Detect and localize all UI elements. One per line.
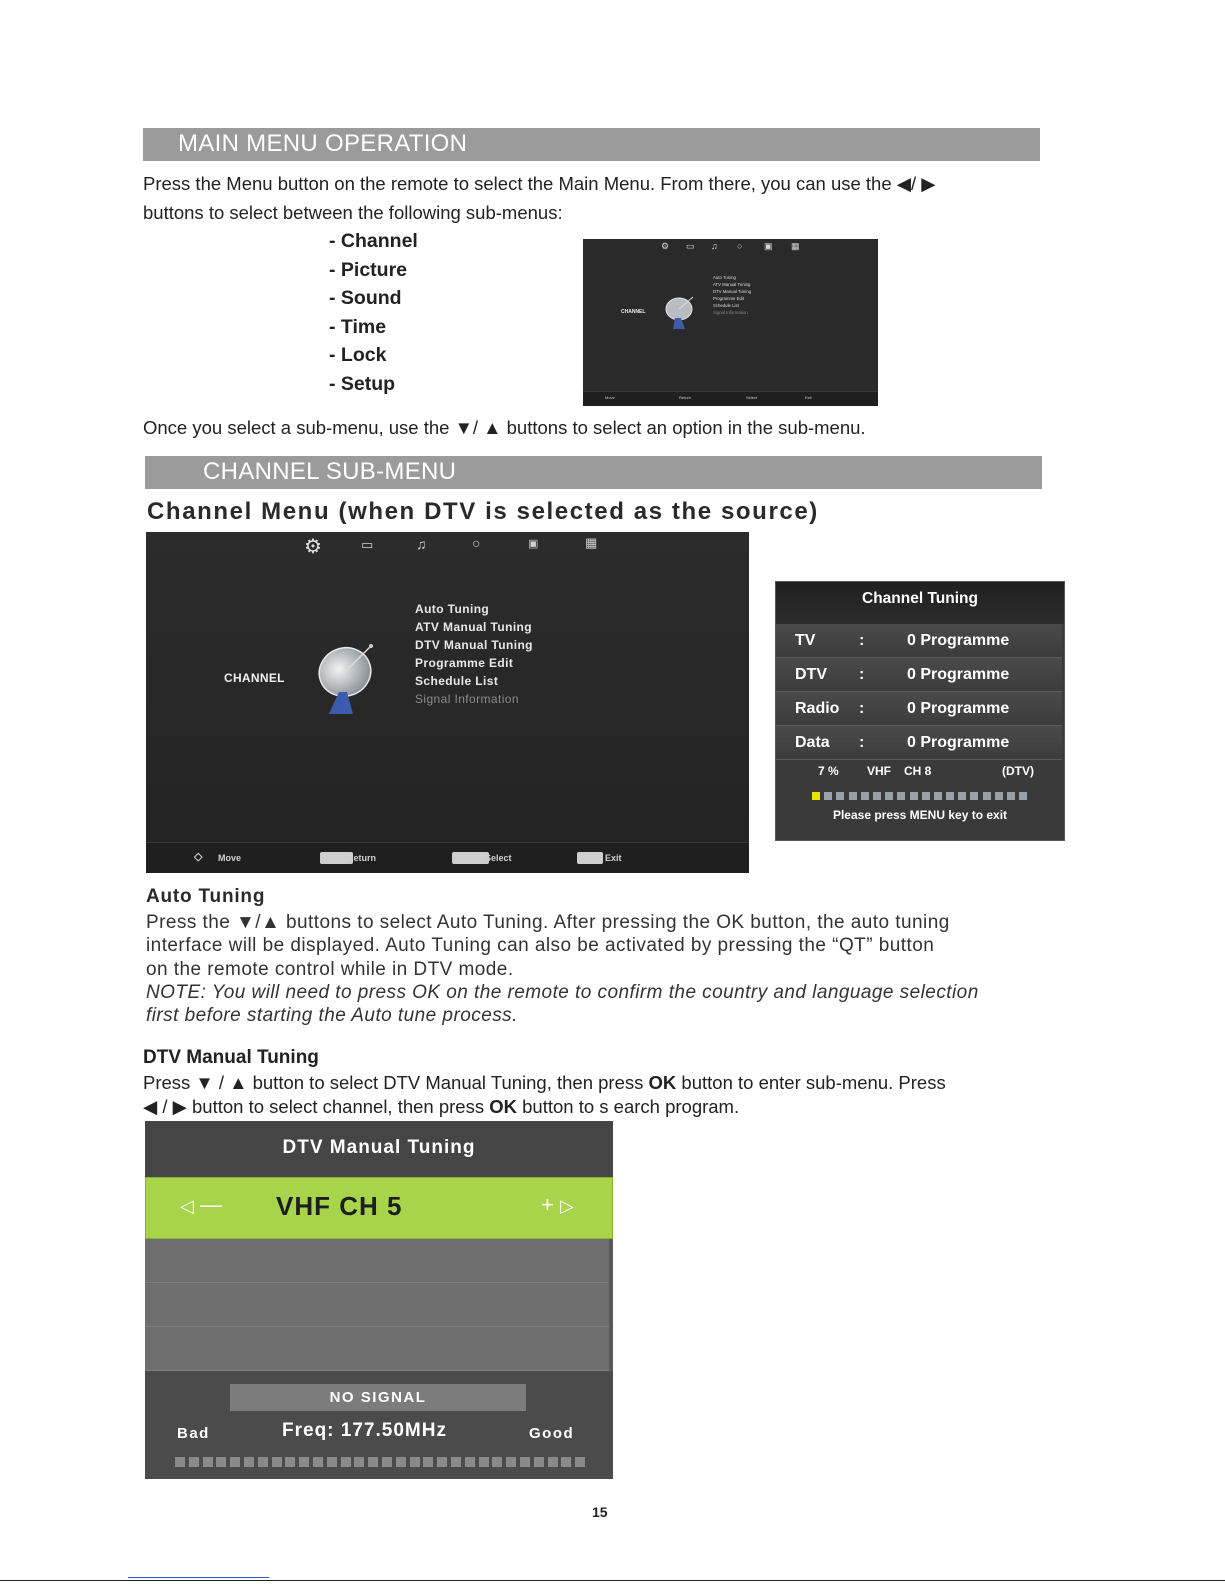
auto-tuning-body — [146, 911, 979, 1027]
thumbnail-category-label: CHANNEL — [621, 309, 646, 315]
channel-tuning-panel — [775, 581, 1065, 841]
submenu-item: - Sound — [329, 287, 402, 310]
progress-segment — [922, 792, 930, 800]
channel-selector-row[interactable] — [145, 1177, 613, 1239]
submenu-list — [329, 227, 418, 399]
progress-segment — [995, 792, 1003, 800]
text: button to s earch program. — [516, 1095, 740, 1117]
lock-icon: ▣ — [764, 241, 773, 251]
signal-segment — [272, 1457, 282, 1467]
ok-key-label: OK — [648, 1072, 677, 1093]
progress-segment — [958, 792, 966, 800]
auto-tuning-note: NOTE: You will need to press OK on the remote to confirm the country and language selection — [146, 981, 979, 1003]
tuning-status-line — [776, 760, 1064, 782]
signal-segment — [437, 1457, 447, 1467]
signal-segment — [216, 1457, 226, 1467]
frequency-readout: Freq: 177.50MHz — [282, 1420, 447, 1441]
progress-segment — [812, 792, 820, 800]
signal-segment — [396, 1457, 406, 1467]
signal-segment — [285, 1457, 295, 1467]
auto-tuning-line: interface will be displayed. Auto Tuning can also be activated by pressing the “QT” button — [146, 935, 935, 957]
auto-tuning-note: first before starting the Auto tune process. — [146, 1005, 518, 1027]
signal-segment — [341, 1457, 351, 1467]
music-note-icon: ♫ — [416, 536, 427, 552]
row-value: 0 Programme — [907, 734, 1010, 751]
signal-status-box: NO SIGNAL — [230, 1384, 526, 1411]
submenu-item: - Channel — [329, 230, 418, 252]
progress-segment — [910, 792, 918, 800]
section-title: CHANNEL SUB-MENU — [203, 458, 457, 485]
menu-item-atv-manual-tuning[interactable]: ATV Manual Tuning — [415, 620, 533, 634]
submenu-item: - Picture — [329, 258, 408, 281]
progress-segment — [824, 792, 832, 800]
signal-segment — [561, 1457, 571, 1467]
signal-segment — [506, 1457, 516, 1467]
thumbnail-item: Signal Information — [713, 310, 748, 315]
blank-row — [145, 1283, 609, 1327]
gear-icon: ⚙ — [304, 536, 322, 558]
dtv-manual-body — [143, 1071, 946, 1118]
signal-segment — [423, 1457, 433, 1467]
top-icon-bar — [146, 532, 749, 562]
gear-icon: ⚙ — [661, 241, 670, 251]
enter-key-icon: ENTER — [452, 852, 489, 864]
blank-row — [145, 1239, 609, 1283]
clock-icon: ○ — [472, 535, 481, 551]
signal-segment — [230, 1457, 240, 1467]
thumbnail-item: ATV Manual Tuning — [713, 282, 751, 287]
signal-segment — [382, 1457, 392, 1467]
thumbnail-footer-return: Return — [679, 395, 692, 400]
category-label: CHANNEL — [224, 671, 285, 685]
menu-item-programme-edit[interactable]: Programme Edit — [415, 656, 514, 670]
outro-line: Once you select a sub-menu, use the ▼/ ▲ buttons to select an option in the sub-menu. — [143, 417, 866, 438]
thumbnail-menu-items — [713, 274, 751, 316]
plus-icon: + — [541, 1192, 554, 1217]
tuning-row-data — [776, 726, 1062, 760]
tuning-band: VHF — [867, 764, 891, 778]
signal-segment — [299, 1457, 309, 1467]
grid-icon: ▦ — [585, 535, 598, 550]
menu-items — [415, 600, 533, 708]
menu-item-signal-information: Signal Information — [415, 692, 519, 706]
row-label: TV — [795, 632, 816, 649]
ok-key-label: OK — [489, 1095, 517, 1117]
clock-icon: ○ — [737, 241, 743, 251]
signal-segment — [548, 1457, 558, 1467]
row-value: 0 Programme — [907, 632, 1010, 649]
music-note-icon: ♫ — [711, 241, 718, 251]
page-number: 15 — [592, 1504, 608, 1520]
menu-footer — [146, 842, 749, 873]
channel-tuning-title: Channel Tuning — [776, 582, 1064, 624]
signal-segment — [258, 1457, 268, 1467]
signal-segment — [410, 1457, 420, 1467]
footer-select-label: Select — [485, 853, 512, 863]
menu-item-auto-tuning[interactable]: Auto Tuning — [415, 602, 490, 616]
thumbnail-item: DTV Manual Tuning — [713, 289, 751, 294]
signal-segment — [354, 1457, 364, 1467]
progress-segment — [861, 792, 869, 800]
bad-label: Bad — [177, 1425, 210, 1442]
lock-icon: ▣ — [528, 538, 539, 550]
thumbnail-item: Schedule List — [713, 303, 739, 308]
menu-item-dtv-manual-tuning[interactable]: DTV Manual Tuning — [415, 638, 533, 652]
footer-exit-label: Exit — [605, 853, 622, 863]
signal-segment — [327, 1457, 337, 1467]
auto-tuning-line: on the remote control while in DTV mode. — [146, 958, 514, 980]
signal-segment — [575, 1457, 585, 1467]
grid-icon: ▦ — [791, 241, 800, 251]
tuning-progress-bar — [812, 787, 1032, 797]
text: Press ▼ / ▲ button to select DTV Manual Tuning, then press — [143, 1072, 649, 1093]
dtv-manual-heading: DTV Manual Tuning — [143, 1047, 319, 1068]
blank-row — [145, 1327, 609, 1371]
thumbnail-footer-exit: Exit — [805, 395, 812, 400]
tuning-channel: CH 8 — [904, 764, 932, 778]
signal-segment — [189, 1457, 199, 1467]
progress-segment — [836, 792, 844, 800]
tuning-mode: (DTV) — [1002, 764, 1034, 778]
signal-segment — [368, 1457, 378, 1467]
intro-line-2: buttons to select between the following sub-menus: — [143, 202, 563, 223]
progress-segment — [885, 792, 893, 800]
submenu-item: - Time — [329, 315, 387, 338]
section-header-main-menu — [143, 128, 1040, 161]
row-label: Radio — [795, 700, 840, 717]
tuning-row-radio — [776, 692, 1062, 726]
row-value: 0 Programme — [907, 700, 1010, 717]
tuning-percent: 7 % — [818, 764, 839, 778]
tuning-row-tv — [776, 624, 1062, 658]
signal-strength-bar — [175, 1454, 585, 1464]
signal-segment — [492, 1457, 502, 1467]
menu-item-schedule-list[interactable]: Schedule List — [415, 674, 499, 688]
footer-link-underline — [128, 1577, 269, 1578]
progress-segment — [897, 792, 905, 800]
progress-segment — [849, 792, 857, 800]
monitor-icon: ▭ — [361, 537, 374, 552]
minus-icon: — — [200, 1192, 222, 1217]
exit-key-icon: EXIT — [577, 852, 603, 864]
submenu-item: - Lock — [329, 344, 387, 367]
progress-segment — [1007, 792, 1015, 800]
row-label: Data — [795, 734, 830, 751]
tuning-row-dtv — [776, 658, 1062, 692]
progress-segment — [983, 792, 991, 800]
footer-return-label: Return — [347, 853, 376, 863]
satellite-dish-icon — [313, 640, 383, 715]
main-menu-thumbnail — [583, 239, 878, 406]
footer-rule — [0, 1580, 1225, 1581]
signal-segment — [451, 1457, 461, 1467]
row-label: DTV — [795, 666, 827, 683]
signal-segment — [520, 1457, 530, 1467]
satellite-dish-icon — [663, 294, 699, 330]
section-header-channel — [145, 456, 1042, 489]
dtv-screen-title: DTV Manual Tuning — [145, 1121, 613, 1177]
signal-panel — [145, 1371, 613, 1479]
channel-menu-screen — [146, 532, 749, 873]
progress-segment — [873, 792, 881, 800]
text: ◀ / ▶ button to select channel, then press — [143, 1095, 490, 1117]
good-label: Good — [529, 1425, 575, 1442]
row-separator: : — [859, 734, 865, 751]
signal-segment — [175, 1457, 185, 1467]
thumbnail-footer-move: Move — [605, 395, 615, 400]
row-separator: : — [859, 666, 865, 683]
menu-key-icon: MENU — [320, 852, 353, 864]
channel-menu-heading: Channel Menu (when DTV is selected as the source) — [147, 498, 819, 525]
increase-arrow-icon[interactable]: ▷ — [560, 1196, 574, 1216]
row-separator: : — [859, 632, 865, 649]
signal-segment — [465, 1457, 475, 1467]
thumbnail-item: Auto Tuning — [713, 275, 736, 280]
progress-segment — [946, 792, 954, 800]
channel-value: VHF CH 5 — [276, 1191, 403, 1221]
footer-move-label: Move — [218, 853, 242, 863]
dtv-manual-line-1 — [143, 1071, 946, 1095]
thumbnail-footer-select: Select — [746, 395, 758, 400]
move-arrows-icon: ◇ — [194, 851, 203, 863]
signal-segment — [534, 1457, 544, 1467]
progress-segment — [1019, 792, 1027, 800]
progress-segment — [934, 792, 942, 800]
signal-segment — [203, 1457, 213, 1467]
signal-segment — [313, 1457, 323, 1467]
text: button to enter sub-menu. Press — [676, 1072, 946, 1093]
thumbnail-item: Programme Edit — [713, 296, 745, 301]
thumbnail-footer — [583, 391, 878, 406]
row-separator: : — [859, 700, 865, 717]
monitor-icon: ▭ — [686, 241, 695, 251]
auto-tuning-heading: Auto Tuning — [146, 886, 266, 907]
submenu-item: - Setup — [329, 372, 396, 395]
signal-segment — [244, 1457, 254, 1467]
progress-segment — [970, 792, 978, 800]
section-title: MAIN MENU OPERATION — [178, 130, 468, 157]
tuning-exit-hint: Please press MENU key to exit — [832, 808, 1008, 822]
auto-tuning-line: Press the ▼/▲ buttons to select Auto Tuning. After pressing the OK button, the auto tuning — [146, 912, 950, 933]
decrease-arrow-icon[interactable]: ◁ — [180, 1196, 194, 1216]
intro-line-1: Press the Menu button on the remote to select the Main Menu. From there, you can use the ◀/ ▶ — [143, 173, 936, 194]
row-value: 0 Programme — [907, 666, 1010, 683]
dtv-manual-tuning-screen — [145, 1121, 613, 1479]
dtv-manual-line-2 — [143, 1095, 946, 1119]
signal-segment — [479, 1457, 489, 1467]
